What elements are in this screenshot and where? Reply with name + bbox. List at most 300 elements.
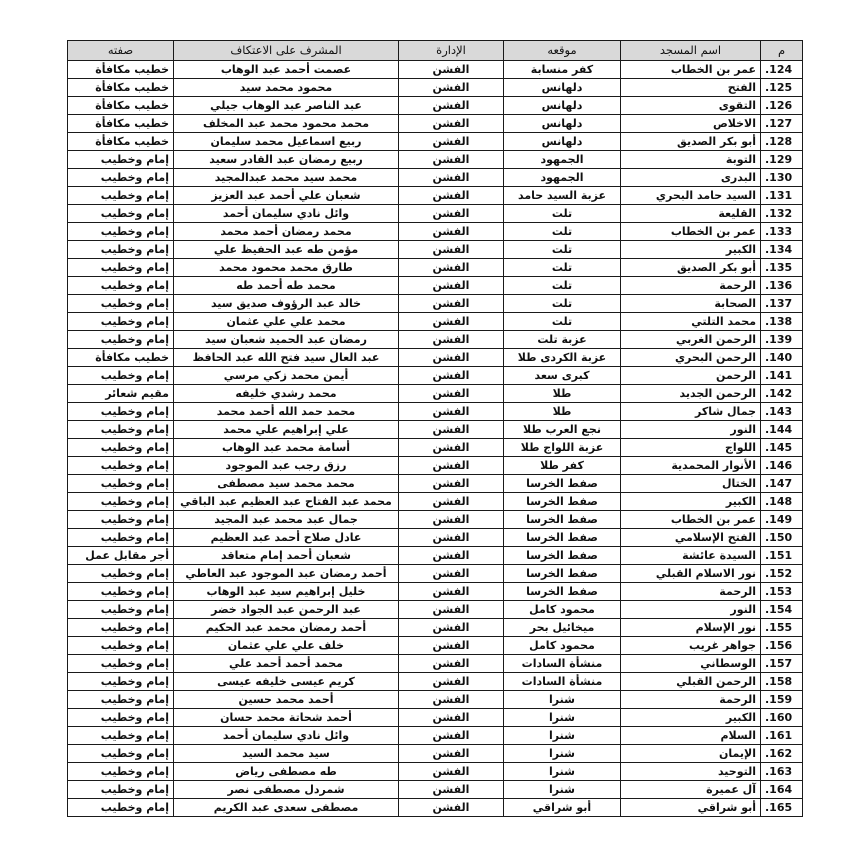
row-number: .148	[761, 493, 803, 511]
supervisor-role: إمام وخطيب	[68, 403, 174, 421]
administration: الفشن	[399, 61, 504, 79]
mosque-location: منشأة السادات	[504, 655, 621, 673]
administration: الفشن	[399, 601, 504, 619]
supervisor-role: إمام وخطيب	[68, 313, 174, 331]
mosque-name: الأنوار المحمدية	[621, 457, 761, 475]
administration: الفشن	[399, 331, 504, 349]
table-body	[68, 61, 803, 817]
table-row	[68, 79, 803, 97]
supervisor-role: إمام وخطيب	[68, 673, 174, 691]
supervisor-name: محمد أحمد أحمد علي	[174, 655, 399, 673]
mosque-name: محمد التلتي	[621, 313, 761, 331]
mosque-name: اللواج	[621, 439, 761, 457]
mosque-location: تلت	[504, 277, 621, 295]
mosque-name: الرحمن	[621, 367, 761, 385]
administration: الفشن	[399, 781, 504, 799]
supervisor-role: إمام وخطيب	[68, 205, 174, 223]
supervisor-role: خطيب مكافأة	[68, 61, 174, 79]
supervisor-name: محمد علي علي عثمان	[174, 313, 399, 331]
supervisor-role: إمام وخطيب	[68, 295, 174, 313]
mosque-location: صفط الخرسا	[504, 565, 621, 583]
mosque-name: أبو بكر الصديق	[621, 133, 761, 151]
mosque-location: محمود كامل	[504, 637, 621, 655]
mosque-name: السلام	[621, 727, 761, 745]
supervisor-name: خلف علي علي عثمان	[174, 637, 399, 655]
row-number: .161	[761, 727, 803, 745]
supervisor-role: خطيب مكافأة	[68, 97, 174, 115]
mosque-location: الجمهود	[504, 169, 621, 187]
supervisor-role: إمام وخطيب	[68, 529, 174, 547]
mosque-location: دلهانس	[504, 79, 621, 97]
table-row	[68, 799, 803, 817]
supervisor-role: إمام وخطيب	[68, 511, 174, 529]
administration: الفشن	[399, 673, 504, 691]
mosque-name: الرحمن الغربي	[621, 331, 761, 349]
supervisor-name: أحمد محمد حسين	[174, 691, 399, 709]
supervisor-role: أجر مقابل عمل	[68, 547, 174, 565]
administration: الفشن	[399, 763, 504, 781]
table-row	[68, 349, 803, 367]
administration: الفشن	[399, 79, 504, 97]
mosque-location: شنرا	[504, 781, 621, 799]
mosque-name: آل عميرة	[621, 781, 761, 799]
mosque-location: دلهانس	[504, 115, 621, 133]
table-row	[68, 205, 803, 223]
mosque-location: شنرا	[504, 691, 621, 709]
supervisor-name: عادل صلاح أحمد عبد العظيم	[174, 529, 399, 547]
table-row	[68, 781, 803, 799]
row-number: .135	[761, 259, 803, 277]
mosque-name: الصحابة	[621, 295, 761, 313]
mosque-location: صفط الخرسا	[504, 475, 621, 493]
row-number: .143	[761, 403, 803, 421]
administration: الفشن	[399, 709, 504, 727]
table-row	[68, 241, 803, 259]
supervisor-role: إمام وخطيب	[68, 709, 174, 727]
table-row	[68, 493, 803, 511]
supervisor-name: محمد طه أحمد طه	[174, 277, 399, 295]
table-row	[68, 745, 803, 763]
administration: الفشن	[399, 655, 504, 673]
mosque-location: صفط الخرسا	[504, 511, 621, 529]
table-row	[68, 529, 803, 547]
table-row	[68, 727, 803, 745]
mosque-name: نور الإسلام	[621, 619, 761, 637]
supervisor-name: ربيع اسماعيل محمد سليمان	[174, 133, 399, 151]
supervisor-name: أيمن محمد زكي مرسي	[174, 367, 399, 385]
row-number: .157	[761, 655, 803, 673]
mosque-location: دلهانس	[504, 133, 621, 151]
mosque-location: محمود كامل	[504, 601, 621, 619]
row-number: .136	[761, 277, 803, 295]
mosque-location: عزبة اللواج طلا	[504, 439, 621, 457]
table-row	[68, 403, 803, 421]
supervisor-name: عبد العال سيد فتح الله عبد الحافظ	[174, 349, 399, 367]
row-number: .152	[761, 565, 803, 583]
mosque-location: شنرا	[504, 745, 621, 763]
header-supervisor: المشرف على الاعتكاف	[174, 41, 399, 61]
table-row	[68, 439, 803, 457]
row-number: .126	[761, 97, 803, 115]
table-row	[68, 331, 803, 349]
supervisor-name: جمال عبد محمد عبد المجيد	[174, 511, 399, 529]
administration: الفشن	[399, 223, 504, 241]
mosque-location: دلهانس	[504, 97, 621, 115]
table-row	[68, 223, 803, 241]
supervisor-name: مصطفى سعدى عبد الكريم	[174, 799, 399, 817]
header-role: صفته	[68, 41, 174, 61]
mosque-location: تلت	[504, 205, 621, 223]
table-row	[68, 133, 803, 151]
row-number: .134	[761, 241, 803, 259]
header-mosque-name: اسم المسجد	[621, 41, 761, 61]
row-number: .150	[761, 529, 803, 547]
table-header-row	[68, 41, 803, 61]
mosque-location: عزبة الكردى طلا	[504, 349, 621, 367]
supervisor-name: محمد سيد محمد عبدالمجيد	[174, 169, 399, 187]
supervisor-name: محمود محمد سيد	[174, 79, 399, 97]
administration: الفشن	[399, 205, 504, 223]
supervisor-role: إمام وخطيب	[68, 565, 174, 583]
table-row	[68, 115, 803, 133]
mosque-location: كفر طلا	[504, 457, 621, 475]
supervisor-name: خالد عبد الرؤوف صديق سيد	[174, 295, 399, 313]
mosque-name: عمر بن الخطاب	[621, 511, 761, 529]
mosque-location: طلا	[504, 385, 621, 403]
table-row	[68, 601, 803, 619]
table-row	[68, 277, 803, 295]
supervisor-name: شمردل مصطفى نصر	[174, 781, 399, 799]
mosque-name: الفتح	[621, 79, 761, 97]
mosque-name: الكبير	[621, 493, 761, 511]
supervisor-role: إمام وخطيب	[68, 187, 174, 205]
mosque-name: الفتح الإسلامي	[621, 529, 761, 547]
supervisor-name: محمد محمود محمد عبد المخلف	[174, 115, 399, 133]
row-number: .127	[761, 115, 803, 133]
row-number: .130	[761, 169, 803, 187]
supervisor-role: إمام وخطيب	[68, 799, 174, 817]
supervisor-name: أسامة محمد عبد الوهاب	[174, 439, 399, 457]
table-row	[68, 259, 803, 277]
supervisor-role: إمام وخطيب	[68, 457, 174, 475]
supervisor-name: عصمت أحمد عبد الوهاب	[174, 61, 399, 79]
supervisor-role: إمام وخطيب	[68, 619, 174, 637]
row-number: .131	[761, 187, 803, 205]
administration: الفشن	[399, 745, 504, 763]
table-row	[68, 619, 803, 637]
mosque-name: التوبة	[621, 151, 761, 169]
table-row	[68, 295, 803, 313]
mosque-location: عزبة السيد حامد	[504, 187, 621, 205]
administration: الفشن	[399, 565, 504, 583]
administration: الفشن	[399, 583, 504, 601]
administration: الفشن	[399, 133, 504, 151]
row-number: .147	[761, 475, 803, 493]
mosque-name: جمال شاكر	[621, 403, 761, 421]
table-row	[68, 421, 803, 439]
table-row	[68, 61, 803, 79]
mosque-name: السيد حامد البحري	[621, 187, 761, 205]
administration: الفشن	[399, 277, 504, 295]
supervisor-name: محمد محمد سيد مصطفى	[174, 475, 399, 493]
mosque-location: تلت	[504, 313, 621, 331]
supervisor-role: خطيب مكافأة	[68, 115, 174, 133]
mosque-supervisors-table-container	[67, 40, 802, 817]
mosque-name: الرحمة	[621, 583, 761, 601]
row-number: .146	[761, 457, 803, 475]
mosque-name: الكبير	[621, 709, 761, 727]
supervisor-name: ربيع رمضان عبد القادر سعيد	[174, 151, 399, 169]
mosque-supervisors-table	[67, 40, 803, 817]
supervisor-role: إمام وخطيب	[68, 475, 174, 493]
mosque-location: صفط الخرسا	[504, 547, 621, 565]
table-row	[68, 151, 803, 169]
supervisor-role: إمام وخطيب	[68, 259, 174, 277]
administration: الفشن	[399, 313, 504, 331]
administration: الفشن	[399, 511, 504, 529]
row-number: .160	[761, 709, 803, 727]
table-row	[68, 457, 803, 475]
administration: الفشن	[399, 691, 504, 709]
supervisor-role: إمام وخطيب	[68, 241, 174, 259]
supervisor-name: سيد محمد السيد	[174, 745, 399, 763]
administration: الفشن	[399, 367, 504, 385]
mosque-name: الوسطاني	[621, 655, 761, 673]
administration: الفشن	[399, 403, 504, 421]
supervisor-role: إمام وخطيب	[68, 637, 174, 655]
mosque-name: القليعة	[621, 205, 761, 223]
mosque-location: صفط الخرسا	[504, 583, 621, 601]
supervisor-name: شعبان علي أحمد عبد العزيز	[174, 187, 399, 205]
row-number: .158	[761, 673, 803, 691]
table-row	[68, 97, 803, 115]
mosque-name: نور الاسلام القبلي	[621, 565, 761, 583]
supervisor-name: عبد الناصر عبد الوهاب جيلي	[174, 97, 399, 115]
mosque-location: كفر منسابة	[504, 61, 621, 79]
mosque-location: تلت	[504, 295, 621, 313]
administration: الفشن	[399, 385, 504, 403]
supervisor-name: وائل نادي سليمان أحمد	[174, 727, 399, 745]
mosque-name: جواهر غريب	[621, 637, 761, 655]
mosque-location: طلا	[504, 403, 621, 421]
table-row	[68, 583, 803, 601]
administration: الفشن	[399, 799, 504, 817]
supervisor-name: محمد رشدي خليفه	[174, 385, 399, 403]
mosque-location: الجمهود	[504, 151, 621, 169]
table-row	[68, 709, 803, 727]
row-number: .144	[761, 421, 803, 439]
administration: الفشن	[399, 349, 504, 367]
mosque-name: الرحمن الجديد	[621, 385, 761, 403]
supervisor-role: إمام وخطيب	[68, 277, 174, 295]
supervisor-name: مؤمن طه عبد الحفيظ علي	[174, 241, 399, 259]
mosque-name: الرحمة	[621, 277, 761, 295]
mosque-name: عمر بن الخطاب	[621, 223, 761, 241]
mosque-location: شنرا	[504, 727, 621, 745]
row-number: .153	[761, 583, 803, 601]
table-row	[68, 169, 803, 187]
row-number: .137	[761, 295, 803, 313]
mosque-name: الرحمن البحري	[621, 349, 761, 367]
table-row	[68, 313, 803, 331]
mosque-location: نجع العرب طلا	[504, 421, 621, 439]
mosque-location: شنرا	[504, 763, 621, 781]
mosque-location: صفط الخرسا	[504, 529, 621, 547]
supervisor-role: إمام وخطيب	[68, 151, 174, 169]
mosque-location: منشأة السادات	[504, 673, 621, 691]
administration: الفشن	[399, 493, 504, 511]
table-row	[68, 367, 803, 385]
row-number: .142	[761, 385, 803, 403]
supervisor-role: مقيم شعائر	[68, 385, 174, 403]
table-row	[68, 547, 803, 565]
administration: الفشن	[399, 529, 504, 547]
row-number: .141	[761, 367, 803, 385]
mosque-location: تلت	[504, 259, 621, 277]
mosque-name: التقوى	[621, 97, 761, 115]
supervisor-name: أحمد رمضان عبد الموجود عبد العاطي	[174, 565, 399, 583]
row-number: .156	[761, 637, 803, 655]
mosque-name: السيدة عائشة	[621, 547, 761, 565]
supervisor-name: محمد عبد الفتاح عبد العظيم عبد الباقي	[174, 493, 399, 511]
administration: الفشن	[399, 151, 504, 169]
row-number: .139	[761, 331, 803, 349]
supervisor-role: إمام وخطيب	[68, 493, 174, 511]
supervisor-name: عبد الرحمن عبد الجواد خضر	[174, 601, 399, 619]
supervisor-role: خطيب مكافأة	[68, 79, 174, 97]
mosque-location: شنرا	[504, 709, 621, 727]
mosque-location: تلت	[504, 241, 621, 259]
administration: الفشن	[399, 475, 504, 493]
supervisor-role: إمام وخطيب	[68, 439, 174, 457]
supervisor-role: إمام وخطيب	[68, 781, 174, 799]
table-row	[68, 673, 803, 691]
administration: الفشن	[399, 439, 504, 457]
supervisor-name: طارق محمد محمود محمد	[174, 259, 399, 277]
row-number: .162	[761, 745, 803, 763]
mosque-name: الرحمن القبلي	[621, 673, 761, 691]
supervisor-name: أحمد رمضان محمد عبد الحكيم	[174, 619, 399, 637]
supervisor-role: إمام وخطيب	[68, 583, 174, 601]
administration: الفشن	[399, 169, 504, 187]
mosque-location: ميخائيل بحر	[504, 619, 621, 637]
administration: الفشن	[399, 187, 504, 205]
supervisor-role: إمام وخطيب	[68, 691, 174, 709]
mosque-name: عمر بن الخطاب	[621, 61, 761, 79]
header-administration: الإدارة	[399, 41, 504, 61]
header-location: موقعه	[504, 41, 621, 61]
row-number: .145	[761, 439, 803, 457]
mosque-location: تلت	[504, 223, 621, 241]
supervisor-name: طه مصطفى رياض	[174, 763, 399, 781]
mosque-name: أبو بكر الصديق	[621, 259, 761, 277]
mosque-location: صفط الخرسا	[504, 493, 621, 511]
administration: الفشن	[399, 259, 504, 277]
mosque-name: أبو شراقي	[621, 799, 761, 817]
table-row	[68, 475, 803, 493]
supervisor-role: إمام وخطيب	[68, 169, 174, 187]
table-row	[68, 763, 803, 781]
supervisor-name: خليل إبراهيم سيد عبد الوهاب	[174, 583, 399, 601]
mosque-name: الإيمان	[621, 745, 761, 763]
administration: الفشن	[399, 637, 504, 655]
supervisor-role: إمام وخطيب	[68, 745, 174, 763]
supervisor-name: محمد رمضان أحمد محمد	[174, 223, 399, 241]
administration: الفشن	[399, 97, 504, 115]
mosque-location: كبرى سعد	[504, 367, 621, 385]
supervisor-name: أحمد شحاتة محمد حسان	[174, 709, 399, 727]
supervisor-name: شعبان أحمد إمام متعاقد	[174, 547, 399, 565]
row-number: .165	[761, 799, 803, 817]
supervisor-role: إمام وخطيب	[68, 223, 174, 241]
row-number: .151	[761, 547, 803, 565]
row-number: .124	[761, 61, 803, 79]
administration: الفشن	[399, 115, 504, 133]
supervisor-role: إمام وخطيب	[68, 763, 174, 781]
administration: الفشن	[399, 619, 504, 637]
supervisor-role: إمام وخطيب	[68, 367, 174, 385]
row-number: .149	[761, 511, 803, 529]
table-row	[68, 565, 803, 583]
row-number: .155	[761, 619, 803, 637]
supervisor-name: علي إبراهيم علي محمد	[174, 421, 399, 439]
row-number: .125	[761, 79, 803, 97]
table-row	[68, 637, 803, 655]
row-number: .163	[761, 763, 803, 781]
mosque-name: الرحمة	[621, 691, 761, 709]
mosque-name: الكبير	[621, 241, 761, 259]
supervisor-name: رمضان عبد الحميد شعبان سيد	[174, 331, 399, 349]
supervisor-role: إمام وخطيب	[68, 601, 174, 619]
row-number: .164	[761, 781, 803, 799]
supervisor-role: إمام وخطيب	[68, 421, 174, 439]
administration: الفشن	[399, 547, 504, 565]
row-number: .138	[761, 313, 803, 331]
mosque-name: النور	[621, 421, 761, 439]
table-row	[68, 655, 803, 673]
table-row	[68, 691, 803, 709]
row-number: .159	[761, 691, 803, 709]
mosque-name: الاخلاص	[621, 115, 761, 133]
mosque-name: النور	[621, 601, 761, 619]
row-number: .128	[761, 133, 803, 151]
table-row	[68, 511, 803, 529]
supervisor-name: وائل نادي سليمان أحمد	[174, 205, 399, 223]
row-number: .132	[761, 205, 803, 223]
supervisor-role: إمام وخطيب	[68, 727, 174, 745]
row-number: .129	[761, 151, 803, 169]
table-row	[68, 187, 803, 205]
administration: الفشن	[399, 295, 504, 313]
administration: الفشن	[399, 727, 504, 745]
supervisor-role: إمام وخطيب	[68, 331, 174, 349]
supervisor-name: محمد حمد الله أحمد محمد	[174, 403, 399, 421]
supervisor-role: خطيب مكافأة	[68, 133, 174, 151]
mosque-name: التوحيد	[621, 763, 761, 781]
mosque-location: عزبة تلت	[504, 331, 621, 349]
mosque-name: الختال	[621, 475, 761, 493]
supervisor-role: خطيب مكافأة	[68, 349, 174, 367]
mosque-name: البدرى	[621, 169, 761, 187]
table-row	[68, 385, 803, 403]
row-number: .133	[761, 223, 803, 241]
supervisor-name: كريم عيسى خليفه عيسى	[174, 673, 399, 691]
mosque-location: أبو شراقي	[504, 799, 621, 817]
supervisor-name: رزق رجب عبد الموجود	[174, 457, 399, 475]
administration: الفشن	[399, 457, 504, 475]
row-number: .140	[761, 349, 803, 367]
header-num: م	[761, 41, 803, 61]
